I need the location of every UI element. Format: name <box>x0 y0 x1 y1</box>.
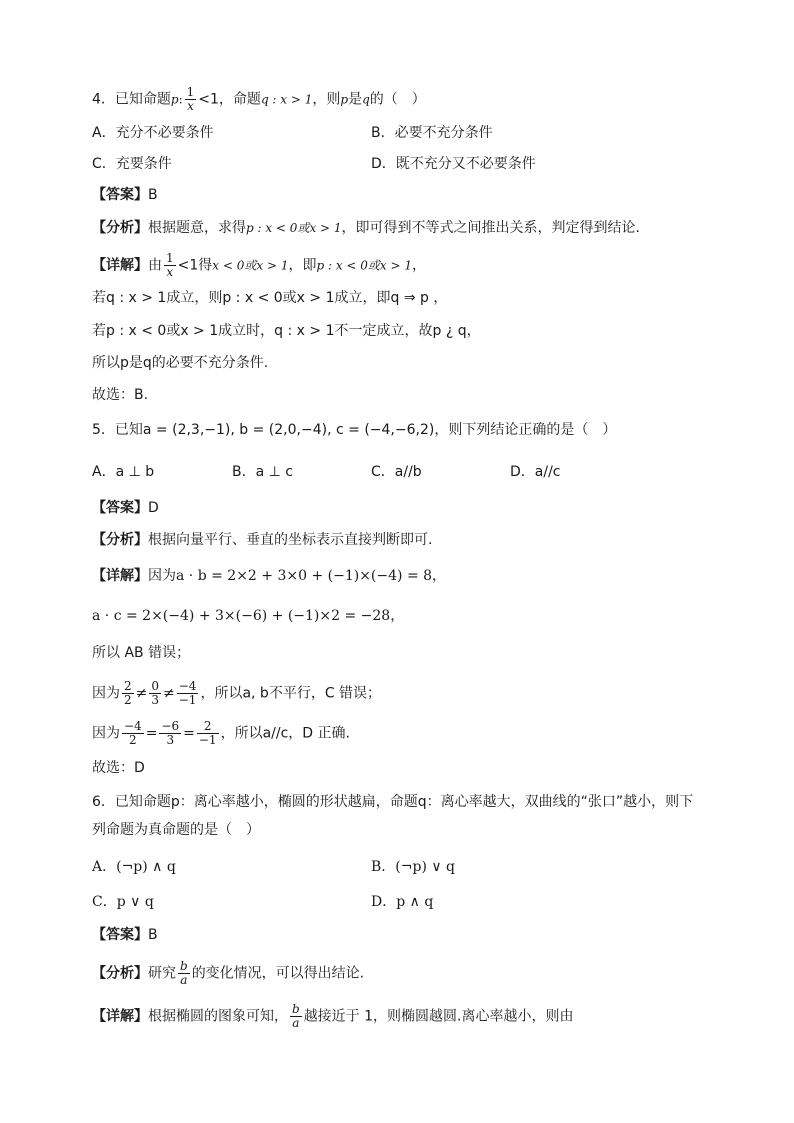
q6-detail-fraction <box>290 1003 302 1030</box>
q5-d5-frac2-num: −6 <box>161 719 180 733</box>
q6-option-b: B．(¬p) ∨ q <box>371 859 456 875</box>
q5-detail5-text-a: 因为 <box>92 725 120 742</box>
q4-stem-e: 的（ ） <box>369 91 426 108</box>
q4-detail-fraction <box>164 252 176 279</box>
q5-d5-frac3-num: 2 <box>197 720 219 734</box>
q5-detail-line5: 因为 $\frac{-4}{2}$ = $\frac{-6}{3}$ = $\frac{2}{-1}$ ，所以a//c，D 正确. <box>92 719 350 747</box>
q6-option-d: D．p ∧ q <box>371 894 434 910</box>
q6-detail-text-a: 根据椭圆的图象可知， <box>148 1008 288 1025</box>
q4-stem-a: 4．已知命题 <box>92 91 171 108</box>
q4-stem-d: 是 <box>348 91 363 108</box>
q6-stem-line1: 6．已知命题p：离心率越小，椭圆的形状越扁，命题q：离心率越大，双曲线的“张口”越小，则下 <box>92 794 694 810</box>
q4-option-c: C．充要条件 <box>92 156 172 172</box>
q6-stem-line2: 列命题为真命题的是（ ） <box>92 822 260 838</box>
q6-answer-value: B <box>148 927 158 943</box>
q5-stem: 5．已知a = (2,3,−1), b = (2,0,−4), c = (−4,−6,2)，则下列结论正确的是（ ） <box>92 422 617 438</box>
q5-option-b: B．a ⊥ c <box>232 464 293 480</box>
q4-option-a: A．充分不必要条件 <box>92 125 214 141</box>
q6-detail-frac-num: b <box>292 1002 300 1016</box>
q6-analysis-text-a: 研究 <box>148 965 176 982</box>
q6-analysis-fraction <box>178 960 190 987</box>
q5-analysis <box>92 530 432 550</box>
q6-option-a: A．(¬p) ∧ q <box>92 859 176 875</box>
q4-frac-den: x <box>187 99 194 113</box>
q4-detail <box>92 252 426 279</box>
q4-detail-line5: 故选：B. <box>92 387 149 403</box>
answer-tag: 【答案】 <box>92 927 148 943</box>
q5-d5-frac1-num: −4 <box>124 719 142 733</box>
q6-detail-frac-den: a <box>292 1016 300 1030</box>
q4-detail-frac-den: x <box>166 265 174 279</box>
q4-frac-num: 1 <box>186 85 195 99</box>
q5-d4-frac2-den: 3 <box>151 693 160 707</box>
q4-answer <box>92 185 158 205</box>
q5-detail5-text-b: ，所以a//c，D 正确. <box>220 725 350 742</box>
q5-d4-frac2 <box>149 680 161 707</box>
q6-analysis-text-b: 的变化情况，可以得出结论. <box>191 965 365 982</box>
q5-analysis-text: 根据向量平行、垂直的坐标表示直接判断即可. <box>148 532 433 548</box>
q4-detail-text-d: ， <box>412 257 426 274</box>
q5-d5-frac1-den: 2 <box>129 733 137 747</box>
analysis-tag: 【分析】 <box>92 965 148 982</box>
detail-tag: 【详解】 <box>92 257 148 274</box>
q5-d5-frac2-den: 3 <box>166 733 175 747</box>
detail-tag: 【详解】 <box>92 568 148 584</box>
q5-d4-frac1-num: 2 <box>124 679 132 693</box>
q4-stem-q2: q <box>362 92 370 107</box>
q6-analysis <box>92 960 364 987</box>
q4-detail-text-b: <1得 <box>177 257 213 274</box>
q5-option-a: A．a ⊥ b <box>92 464 155 480</box>
q5-d4-frac1 <box>122 680 134 707</box>
q4-analysis-math: p : x < 0或x > 1 <box>246 221 342 235</box>
q4-option-b: B．必要不充分条件 <box>371 125 493 141</box>
q5-d4-frac1-den: 2 <box>124 693 132 707</box>
q5-option-c: C．a//b <box>371 464 422 480</box>
q5-detail-line6: 故选：D <box>92 760 145 776</box>
q6-detail <box>92 1003 574 1030</box>
q4-detail-line4: 所以p是q的必要不充分条件. <box>92 355 269 371</box>
q4-answer-value: B <box>148 187 158 203</box>
q5-answer-value: D <box>148 500 159 516</box>
q5-detail-line2: a · c = 2×(−4) + 3×(−6) + (−1)×2 = −28， <box>92 608 405 624</box>
q4-stem-p: p <box>170 92 179 107</box>
analysis-tag: 【分析】 <box>92 220 148 236</box>
q5-d5-frac3 <box>197 720 219 747</box>
q4-detail-text-a: 由 <box>148 257 162 274</box>
q4-detail-math2: p : x < 0或x > 1 <box>316 258 412 273</box>
q6-analysis-frac-num: b <box>180 959 188 973</box>
q5-option-d: D．a//c <box>510 464 561 480</box>
q4-detail-frac-num: 1 <box>166 251 174 265</box>
q5-detail-line1: 因为a · b = 2×2 + 3×0 + (−1)×(−4) = 8， <box>148 568 447 584</box>
q5-d4-frac3 <box>177 680 199 707</box>
q4-option-d: D．既不充分又不必要条件 <box>371 156 536 172</box>
q5-d4-frac3-den: −1 <box>178 693 197 707</box>
q4-stem-b: <1，命题 <box>198 91 261 108</box>
q5-detail4-text-b: ，所以a, b不平行，C 错误； <box>200 685 382 702</box>
q5-d4-frac2-num: 0 <box>151 679 160 693</box>
q4-analysis-text-a: 根据题意，求得 <box>148 220 246 236</box>
q4-detail-math1: x < 0或x > 1 <box>212 258 289 273</box>
q5-detail-line3: 所以 AB 错误； <box>92 645 191 661</box>
q4-detail-text-c: ，即 <box>288 257 317 274</box>
q5-d5-frac3-den: −1 <box>198 733 217 747</box>
q5-d5-frac1 <box>122 720 144 747</box>
answer-tag: 【答案】 <box>92 187 148 203</box>
q4-fraction <box>185 86 197 113</box>
q6-option-c: C．p ∨ q <box>92 894 154 910</box>
q5-d5-frac2 <box>159 720 181 747</box>
q6-detail-text-b: 越接近于 1，则椭圆越圆.离心率越小，则由 <box>303 1008 574 1025</box>
q5-detail <box>92 566 446 586</box>
q6-answer <box>92 925 158 945</box>
q4-stem-q: q : x > 1 <box>260 92 313 107</box>
q6-analysis-frac-den: a <box>180 973 188 987</box>
q4-stem-p2: p <box>340 92 349 107</box>
q5-detail4-text-a: 因为 <box>92 685 120 702</box>
q5-d4-frac3-num: −4 <box>178 679 197 693</box>
detail-tag: 【详解】 <box>92 1008 148 1025</box>
analysis-tag: 【分析】 <box>92 532 148 548</box>
q4-stem: 4．已知命题p: $\frac{1}{x}$ <1，命题q : x > 1，则p是q的（ ） <box>92 85 426 113</box>
answer-tag: 【答案】 <box>92 500 148 516</box>
q4-detail-line3: 若p : x < 0或x > 1成立时，q : x > 1不一定成立，故p ¿ q， <box>92 323 481 339</box>
q4-analysis-text-b: ，即可得到不等式之间推出关系，判定得到结论. <box>341 220 640 236</box>
q5-detail-line4: 因为 $\frac{2}{2}$ ≠ $\frac{0}{3}$ ≠ $\frac{-4}{-1}$ ，所以a, b不平行，C 错误； <box>92 679 382 707</box>
q4-analysis <box>92 218 640 238</box>
q4-stem-c: ，则 <box>312 91 341 108</box>
q5-answer <box>92 498 159 518</box>
q4-detail-line2: 若q : x > 1成立，则p : x < 0或x > 1成立，即q ⇒ p ， <box>92 290 448 306</box>
